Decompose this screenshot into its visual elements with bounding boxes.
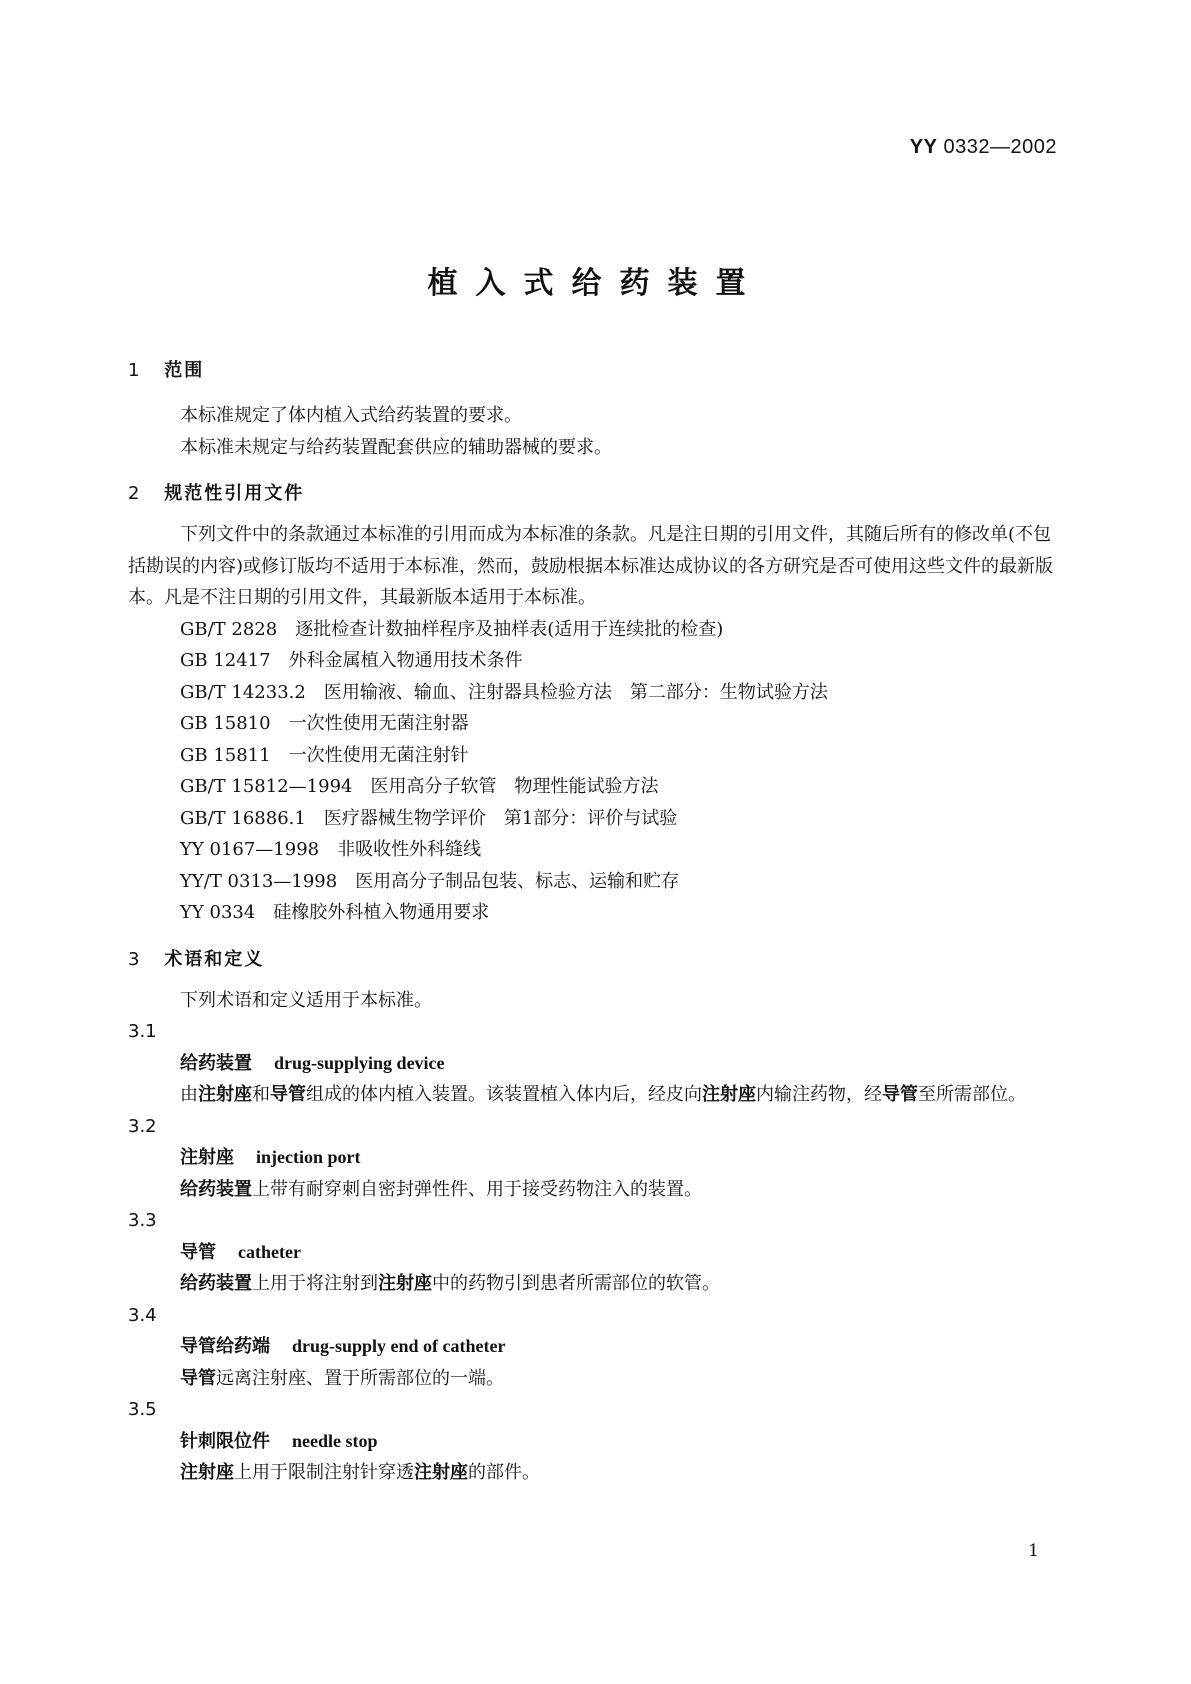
term-reference: 注射座 xyxy=(378,1273,432,1294)
definition-text: 上用于将注射到 xyxy=(252,1273,378,1294)
term-reference: 注射座 xyxy=(702,1084,756,1105)
paragraph: 下列文件中的条款通过本标准的引用而成为本标准的条款。凡是注日期的引用文件，其随后所有的修改单(不包括勘误的内容)或修订版均不适用于本标准，然而，鼓励根据本标准达成协议的各方研究是否可使用这些文件的最新版本。凡是不注日期的引用文件，其最新版本适用于本标准。 xyxy=(128,524,1054,608)
standard-number xyxy=(910,136,1057,159)
reference-code: YY 0334 xyxy=(180,902,256,923)
clause-number: 3.1 xyxy=(128,1021,157,1042)
reference-title: 医用输液、输血、注射器具检验方法 第二部分：生物试验方法 xyxy=(323,681,828,703)
section-title: 范围 xyxy=(164,360,205,381)
reference-code: GB 12417 xyxy=(180,650,271,671)
reference-item xyxy=(128,677,1063,709)
definition-text: 的部件。 xyxy=(468,1462,540,1483)
reference-title: 一次性使用无菌注射针 xyxy=(288,744,469,766)
definition-text: 上用于限制注射针穿透 xyxy=(234,1462,414,1483)
reference-code: GB/T 16886.1 xyxy=(180,807,306,829)
clause-number: 3.3 xyxy=(128,1210,157,1231)
reference-item xyxy=(128,614,1063,646)
paragraph: 下列术语和定义适用于本标准。 xyxy=(180,989,432,1011)
definition-text: 和 xyxy=(252,1084,270,1105)
definition-text: 组成的体内植入装置。该装置植入体内后，经皮向 xyxy=(306,1084,702,1105)
standard-code: 0332—2002 xyxy=(943,136,1057,158)
term-english: drug-supplying device xyxy=(274,1052,445,1073)
term-heading xyxy=(128,1331,1063,1363)
paragraph: 本标准规定了体内植入式给药装置的要求。 xyxy=(180,405,522,426)
term-reference: 注射座 xyxy=(180,1462,234,1483)
section-2-heading xyxy=(128,479,1063,505)
reference-item xyxy=(128,897,1063,929)
document-title: 植入式给药装置 xyxy=(427,266,764,301)
term-heading xyxy=(128,1048,1063,1080)
term-definition xyxy=(128,1174,1063,1206)
page-number: 1 xyxy=(1028,1541,1039,1561)
term-definition xyxy=(128,1268,1063,1300)
definition-text: 远离注射座、置于所需部位的一端。 xyxy=(216,1367,504,1389)
term-reference: 导管 xyxy=(882,1084,918,1105)
reference-item xyxy=(128,740,1063,772)
term-definition xyxy=(128,1079,1063,1111)
clause-number: 3.5 xyxy=(128,1399,157,1420)
section-title: 规范性引用文件 xyxy=(164,483,305,504)
section-number: 3 xyxy=(128,948,140,970)
reference-title: 逐批检查计数抽样程序及抽样表(适用于连续批的检查) xyxy=(295,618,724,640)
term-chinese: 给药装置 xyxy=(180,1052,252,1074)
reference-title: 硅橡胶外科植入物通用要求 xyxy=(273,902,490,923)
term-english: drug-supply end of catheter xyxy=(292,1336,506,1356)
term-reference: 注射座 xyxy=(198,1084,252,1105)
section-1-heading xyxy=(128,356,1063,382)
section-number: 1 xyxy=(128,360,140,381)
term-reference: 导管 xyxy=(270,1084,306,1105)
reference-code: GB/T 14233.2 xyxy=(180,681,306,703)
reference-title: 一次性使用无菌注射器 xyxy=(288,713,469,734)
reference-code: YY/T 0313—1998 xyxy=(180,870,338,892)
reference-code: GB/T 15812—1994 xyxy=(180,776,353,797)
definition-text: 中的药物引到患者所需部位的软管。 xyxy=(432,1273,720,1294)
reference-title: 医用高分子软管 物理性能试验方法 xyxy=(370,776,659,797)
term-reference: 注射座 xyxy=(414,1462,468,1483)
term-chinese: 注射座 xyxy=(180,1147,234,1168)
term-reference: 导管 xyxy=(180,1367,216,1389)
definition-text: 由 xyxy=(180,1084,198,1105)
reference-item xyxy=(128,834,1063,866)
reference-item xyxy=(128,803,1063,835)
section-3-heading xyxy=(128,945,1063,971)
reference-item xyxy=(128,645,1063,677)
section-number: 2 xyxy=(128,483,140,504)
document-body xyxy=(128,356,1063,1489)
definition-text: 上带有耐穿刺自密封弹性件、用于接受药物注入的装置。 xyxy=(252,1178,702,1200)
reference-title: 外科金属植入物通用技术条件 xyxy=(288,650,523,671)
reference-item xyxy=(128,708,1063,740)
term-english: injection port xyxy=(256,1147,361,1167)
section-title: 术语和定义 xyxy=(164,948,265,970)
clause-number: 3.2 xyxy=(128,1115,157,1137)
reference-code: GB 15811 xyxy=(180,744,271,766)
definition-text: 至所需部位。 xyxy=(918,1084,1026,1105)
term-chinese: 导管 xyxy=(180,1241,216,1263)
term-heading xyxy=(128,1142,1063,1174)
term-english: needle stop xyxy=(292,1430,378,1451)
term-reference: 给药装置 xyxy=(180,1273,252,1294)
reference-title: 非吸收性外科缝线 xyxy=(337,839,482,860)
term-definition xyxy=(128,1457,1063,1489)
term-english: catheter xyxy=(238,1241,301,1262)
reference-item xyxy=(128,866,1063,898)
reference-code: GB 15810 xyxy=(180,713,271,734)
term-chinese: 导管给药端 xyxy=(180,1336,270,1357)
term-heading xyxy=(128,1237,1063,1269)
paragraph: 本标准未规定与给药装置配套供应的辅助器械的要求。 xyxy=(180,436,612,458)
reference-item xyxy=(128,771,1063,803)
reference-code: GB/T 2828 xyxy=(180,618,278,640)
term-heading xyxy=(128,1426,1063,1458)
reference-title: 医用高分子制品包装、标志、运输和贮存 xyxy=(355,870,680,892)
clause-number: 3.4 xyxy=(128,1304,157,1326)
definition-text: 内输注药物，经 xyxy=(756,1084,882,1105)
term-reference: 给药装置 xyxy=(180,1178,252,1200)
term-definition xyxy=(128,1363,1063,1395)
standard-prefix: YY xyxy=(909,136,938,158)
term-chinese: 针刺限位件 xyxy=(180,1430,270,1452)
reference-title: 医疗器械生物学评价 第1部分：评价与试验 xyxy=(323,807,678,829)
reference-code: YY 0167—1998 xyxy=(180,839,320,860)
